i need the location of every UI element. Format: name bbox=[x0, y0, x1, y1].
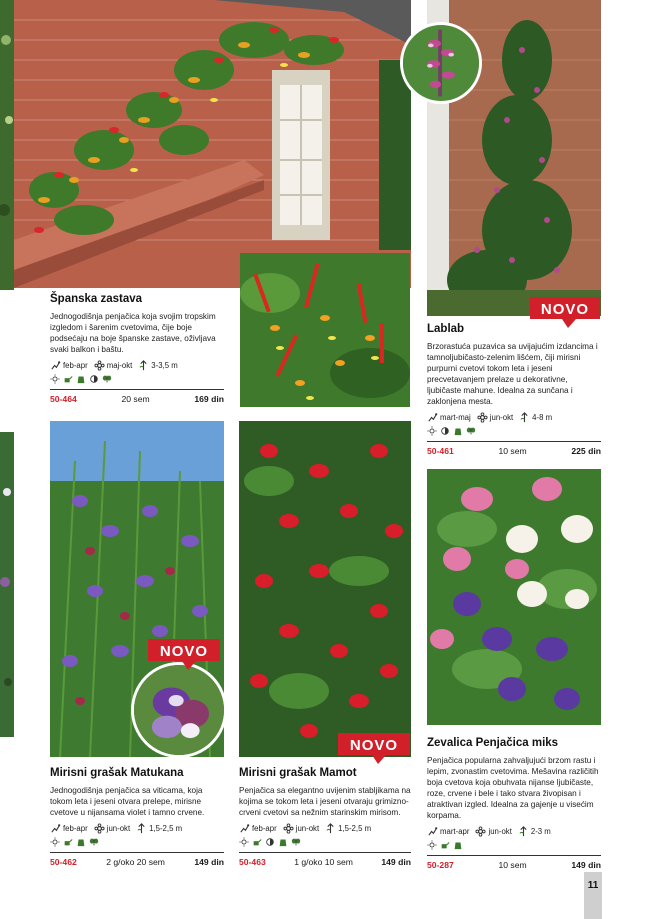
product-meta bbox=[50, 360, 224, 371]
product-code: 50-461 bbox=[427, 445, 454, 456]
product-code: 50-462 bbox=[50, 856, 77, 867]
height-arrow-icon bbox=[325, 823, 336, 834]
flower-icon bbox=[283, 823, 294, 834]
product-card-matukana bbox=[50, 767, 224, 867]
half-shade-icon bbox=[89, 374, 99, 384]
plant-height: 1,5-2,5 m bbox=[338, 823, 372, 833]
page-number: 11 bbox=[584, 872, 602, 919]
product-description: Jednogodišnja penjačica sa viticama, koja tokom leta i jeseni otvara prelepe, mirisne cvetove u nijansama violet i tamno crvene. bbox=[50, 785, 205, 817]
sun-icon bbox=[50, 374, 60, 384]
flower-icon bbox=[475, 826, 486, 837]
height-arrow-icon bbox=[136, 823, 147, 834]
flowering-period: jun-okt bbox=[489, 412, 514, 422]
sun-icon bbox=[427, 426, 437, 436]
half-shade-icon bbox=[440, 426, 450, 436]
height-arrow-icon bbox=[518, 826, 529, 837]
watering-can-icon bbox=[63, 374, 73, 384]
svg-text:NOVO: NOVO bbox=[349, 737, 399, 754]
product-description: Jednogodišnja penjačica koja svojim tropskim izgledom i šarenim cvetovima, čije boje podsećaju na boje španske zastave, oživljava svaki balkon i baštu. bbox=[50, 311, 216, 354]
product-description: Penjačica popularna zahvaljujući brzom rastu i lepim, zvonastim cvetovima. Mešavina različitih boja cvetova koja obuhvata nijanse ljubičaste, roze, crvene i bele i tako stvara živopisan i atraktivan izgled. Idealna za gajenje u visećim korpama. bbox=[427, 755, 599, 820]
product-card-spanska-zastava bbox=[50, 293, 224, 404]
flower-icon bbox=[477, 412, 488, 423]
butterfly-icon bbox=[291, 837, 301, 847]
photo-lablab-inset bbox=[400, 22, 482, 104]
sowing-hand-icon bbox=[427, 412, 438, 423]
package-size: 2 g/oko 20 sem bbox=[106, 856, 165, 867]
sowing-period: mart-maj bbox=[440, 412, 471, 422]
half-shade-icon bbox=[265, 837, 275, 847]
product-title: Mirisni grašak Mamot bbox=[239, 767, 357, 779]
sowing-hand-icon bbox=[239, 823, 250, 834]
care-symbols bbox=[50, 374, 224, 384]
watering-can-icon bbox=[252, 837, 262, 847]
package-size: 10 sem bbox=[498, 445, 527, 456]
price-row bbox=[239, 852, 411, 867]
photo-spanska-zastava-wall bbox=[14, 0, 411, 288]
sowing-period: feb-apr bbox=[63, 823, 88, 833]
flower-icon bbox=[94, 360, 105, 371]
care-symbols bbox=[50, 837, 224, 847]
care-symbols bbox=[427, 426, 601, 436]
price-row bbox=[427, 441, 601, 456]
flowering-period: jun-okt bbox=[295, 823, 320, 833]
product-price: 149 din bbox=[194, 856, 224, 867]
care-symbols bbox=[427, 840, 601, 850]
flowering-period: maj-okt bbox=[106, 360, 133, 370]
sowing-period: mart-apr bbox=[440, 826, 470, 836]
product-meta bbox=[427, 826, 601, 837]
watering-can-icon bbox=[63, 837, 73, 847]
photo-zevalica bbox=[427, 469, 601, 725]
novo-badge-mamot bbox=[336, 731, 412, 765]
butterfly-icon bbox=[466, 426, 476, 436]
product-title: Zevalica Penjačica miks bbox=[427, 737, 559, 749]
plant-height: 1,5-2,5 m bbox=[149, 823, 183, 833]
product-meta bbox=[239, 823, 411, 834]
product-price: 225 din bbox=[571, 445, 601, 456]
butterfly-icon bbox=[89, 837, 99, 847]
flowering-period: jun-okt bbox=[106, 823, 131, 833]
price-row bbox=[50, 852, 224, 867]
fertilizer-icon bbox=[76, 374, 86, 384]
package-size: 10 sem bbox=[498, 859, 527, 870]
sowing-hand-icon bbox=[50, 823, 61, 834]
product-card-zevalica bbox=[427, 737, 601, 870]
edge-photo-top bbox=[0, 0, 14, 290]
product-price: 149 din bbox=[571, 859, 601, 870]
sun-icon bbox=[427, 840, 437, 850]
product-code: 50-464 bbox=[50, 393, 77, 404]
edge-photo-bottom bbox=[0, 432, 14, 737]
plant-height: 2-3 m bbox=[530, 826, 551, 836]
plant-height: 4-8 m bbox=[532, 412, 553, 422]
sun-icon bbox=[239, 837, 249, 847]
package-size: 20 sem bbox=[121, 393, 150, 404]
sowing-period: feb-apr bbox=[252, 823, 277, 833]
novo-badge-matukana bbox=[146, 637, 222, 671]
fertilizer-icon bbox=[453, 426, 463, 436]
product-title: Španska zastava bbox=[50, 293, 143, 305]
flower-icon bbox=[94, 823, 105, 834]
height-arrow-icon bbox=[138, 360, 149, 371]
product-description: Penjačica sa elegantno uvijenim stabljikama na kojima se tokom leta i jeseni otvaraju grimizno-crveni cvetovi sa nežnim starinskim mirisom. bbox=[239, 785, 411, 817]
product-price: 169 din bbox=[194, 393, 224, 404]
svg-text:NOVO: NOVO bbox=[540, 301, 590, 318]
sowing-hand-icon bbox=[427, 826, 438, 837]
product-description: Brzorastuća puzavica sa uvijajućim izdancima i tamnoljubičasto-zelenim lišćem, čiji mirisni purpurni cvetovi tokom leta i jeseni precvetavanjem prelaze u dekorativne, ljubičaste mahune. Idealna za sunčana i zaklonjena mesta. bbox=[427, 341, 598, 406]
product-card-lablab bbox=[427, 323, 601, 456]
flowering-period: jun-okt bbox=[488, 826, 512, 836]
care-symbols bbox=[239, 837, 411, 847]
fertilizer-icon bbox=[76, 837, 86, 847]
product-code: 50-287 bbox=[427, 859, 454, 870]
sun-icon bbox=[50, 837, 60, 847]
sowing-hand-icon bbox=[50, 360, 61, 371]
butterfly-icon bbox=[102, 374, 112, 384]
product-meta bbox=[427, 412, 601, 423]
product-card-mamot bbox=[239, 767, 411, 867]
sowing-period: feb-apr bbox=[63, 360, 88, 370]
product-title: Lablab bbox=[427, 323, 465, 335]
svg-text:NOVO: NOVO bbox=[159, 643, 209, 660]
plant-height: 3-3,5 m bbox=[151, 360, 178, 370]
watering-can-icon bbox=[440, 840, 450, 850]
product-code: 50-463 bbox=[239, 856, 266, 867]
photo-matukana-inset bbox=[131, 662, 227, 758]
price-row bbox=[50, 389, 224, 404]
photo-spanska-zastava-closeup bbox=[240, 253, 410, 407]
height-arrow-icon bbox=[519, 412, 530, 423]
fertilizer-icon bbox=[278, 837, 288, 847]
product-price: 149 din bbox=[381, 856, 411, 867]
price-row bbox=[427, 855, 601, 870]
photo-mamot bbox=[239, 421, 411, 757]
fertilizer-icon bbox=[453, 840, 463, 850]
product-title: Mirisni grašak Matukana bbox=[50, 767, 184, 779]
package-size: 1 g/oko 10 sem bbox=[294, 856, 353, 867]
product-meta bbox=[50, 823, 224, 834]
